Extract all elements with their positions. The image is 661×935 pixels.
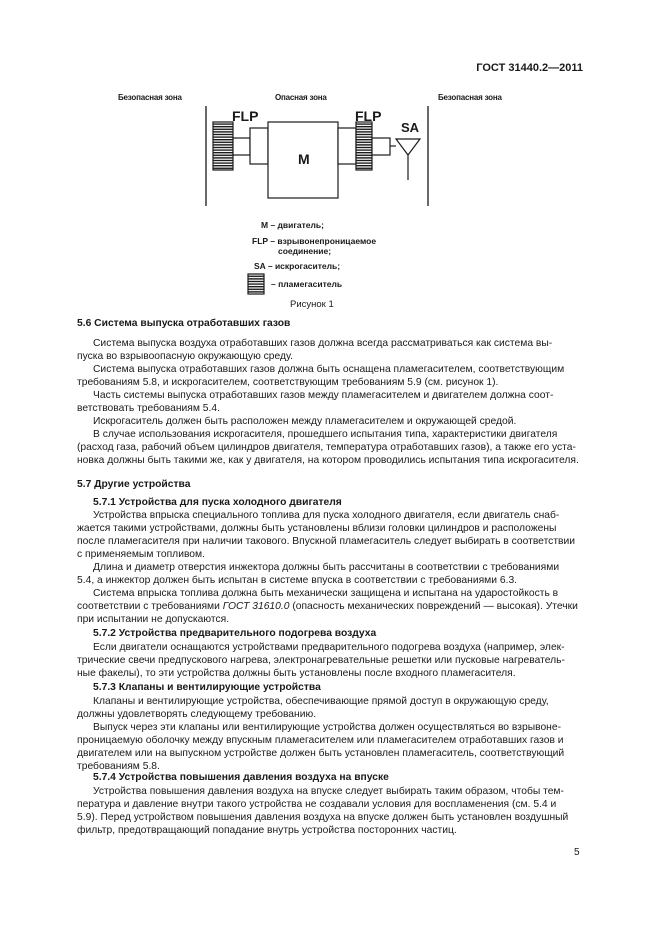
- text-line: соответствии с требованиями ГОСТ 31610.0 (опасность механических повреждений — высокая). Утечки: [77, 601, 578, 612]
- figure-caption: Рисунок 1: [290, 299, 334, 310]
- flp-label-left: FLP: [232, 108, 259, 124]
- text-line: Устройства повышения давления воздуха на впуске следует выбирать таким образом, чтобы тем-: [93, 786, 564, 797]
- text-line: 5.9). Перед устройством повышения давления воздуха на впуске должен быть установлен воздушный: [77, 812, 569, 823]
- text-line: Устройства впрыска специального топлива для пуска холодного двигателя, если двигатель снаб-: [93, 510, 560, 521]
- legend-flp-2: соединение;: [278, 246, 332, 256]
- zone-label-center: Опасная зона: [275, 93, 327, 102]
- text-line: пуска во взрывоопасную окружающую среду.: [77, 351, 294, 362]
- flame-arrester-left: [213, 122, 233, 170]
- subsection-heading: 5.7.1 Устройства для пуска холодного двигателя: [93, 497, 342, 508]
- text-line: новка должны быть такими же, как у двигателя, на котором проводились испытания типа искрогасителя.: [77, 455, 579, 466]
- subsection-heading: 5.7.3 Клапаны и вентилирующие устройства: [93, 682, 321, 693]
- text-line: ветствовать требованиям 5.4.: [77, 403, 220, 414]
- section-heading: 5.7 Другие устройства: [77, 479, 191, 490]
- text-line: Длина и диаметр отверстия инжектора должны быть рассчитаны в соответствии с требованиями: [93, 562, 560, 573]
- text-line: после пламегасителя при наличии такового. Впускной пламегаситель следует выбирать в соответствии: [77, 536, 576, 547]
- section-heading: 5.6 Система выпуска отработавших газов: [77, 318, 291, 329]
- text-line: Часть системы выпуска отработавших газов между пламегасителем и двигателем должна соот-: [93, 390, 554, 401]
- text-line: Система выпуска воздуха отработавших газов должна всегда рассматриваться как система вы-: [93, 338, 553, 349]
- pipe-right: [372, 138, 390, 155]
- legend-m: M – двигатель;: [261, 220, 324, 230]
- text-line: (расход газа, рабочий объем цилиндров двигателя, температура отработавших газов), а также его уста-: [77, 442, 576, 453]
- text-line: должны удовлетворять следующему требованию.: [77, 709, 317, 720]
- legend-sa: SA – искрогаситель;: [254, 261, 341, 271]
- flp-joint-left: [250, 128, 268, 164]
- text-line: при испытании не допускаются.: [77, 614, 230, 625]
- text-line: требованиям 5.8, и искрогасителем, соответствующим требованиям 5.9 (см. рисунок 1).: [77, 377, 499, 388]
- text-line: 5.4, а инжектор должен быть испытан в системе впуска в соответствии с требованиями 6.3.: [77, 575, 518, 586]
- text-line: Клапаны и вентилирующие устройства, обеспечивающие прямой доступ в окружающую среду,: [93, 696, 549, 707]
- text-line: Выпуск через эти клапаны или вентилирующие устройства должен осуществляться во взрывоне-: [93, 722, 562, 733]
- text-line: жается такими устройствами, должны быть установлены вблизи головки цилиндров и расположены: [77, 523, 557, 534]
- text-line: пература и давление внутри такого устройства не создавали условия для воспламенения (см. 5.4 и: [77, 799, 557, 810]
- text-line: с применяемым топливом.: [77, 549, 205, 560]
- text-line: ные факелы), то эти устройства должны быть установлены после входного пламегасителя.: [77, 668, 516, 679]
- text-line: проницаемую оболочку между впускным пламегасителем или пламегасителем отработавших газов и: [77, 735, 564, 746]
- zone-label-right: Безопасная зона: [438, 93, 502, 102]
- standard-reference: ГОСТ 31610.0: [222, 601, 290, 612]
- text-line: В случае использования искрогасителя, прошедшего испытания типа, характеристики двигателя: [93, 429, 558, 440]
- text-line: трические свечи предпускового нагрева, электронагревательные решетки или пусковые нагреватель-: [77, 655, 565, 666]
- page-number: 5: [574, 847, 580, 858]
- zone-label-left: Безопасная зона: [118, 93, 182, 102]
- text-line: Если двигатели оснащаются устройствами предварительного подогрева воздуха (например, элек-: [93, 642, 565, 653]
- text-line: фильтр, предотвращающий попадание внутрь устройства посторонних частиц.: [77, 825, 457, 836]
- engine-exhaust-diagram: [190, 100, 440, 210]
- flp-label-right: FLP: [355, 108, 382, 124]
- motor-label: M: [298, 151, 310, 167]
- subsection-heading: 5.7.2 Устройства предварительного подогрева воздуха: [93, 628, 377, 639]
- sa-label: SA: [401, 120, 420, 135]
- pipe-left: [233, 138, 250, 155]
- legend-flp-1: FLP – взрывонепроницаемое: [252, 236, 377, 246]
- text-line: Искрогаситель должен быть расположен между пламегасителем и окружающей средой.: [93, 416, 517, 427]
- flame-arrester-legend-icon: [247, 273, 267, 295]
- legend-flame: – пламегаситель: [271, 279, 343, 289]
- flame-arrester-right: [356, 122, 372, 170]
- text-line: требованиям 5.8.: [77, 761, 160, 772]
- subsection-heading: 5.7.4 Устройства повышения давления воздуха на впуске: [93, 772, 389, 783]
- text-line: Система впрыска топлива должна быть механически защищена и испытана на ударостойкость в: [93, 588, 559, 599]
- standard-number: ГОСТ 31440.2—2011: [476, 62, 583, 74]
- spark-arrester: [396, 139, 420, 155]
- flp-joint-right: [338, 128, 356, 164]
- text-line: Система выпуска отработавших газов должна быть оснащена пламегасителем, соответствующим: [93, 364, 565, 375]
- text-line: двигателем или на выпускном устройстве должен быть установлен пламегаситель, соответствующий: [77, 748, 565, 759]
